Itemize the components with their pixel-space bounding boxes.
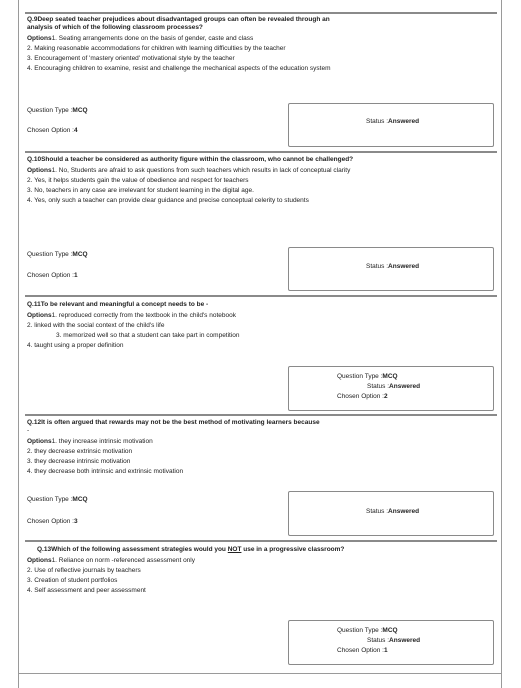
page-frame-left — [18, 0, 19, 688]
option-item: Options1. Reliance on norm -referenced assessment only — [27, 557, 195, 564]
option-item: Options1. reproduced correctly from the textbook in the child's notebook — [27, 312, 236, 319]
status-details — [337, 627, 420, 657]
question-type-line: Question Type :MCQ — [27, 107, 88, 114]
option-item: 4. they decrease both intrinsic and extrinsic motivation — [27, 468, 184, 475]
question-type-line: Question Type :MCQ — [27, 496, 88, 503]
chosen-option-line: Chosen Option :4 — [27, 127, 78, 134]
question-block-q9 — [25, 16, 497, 73]
question-text: Q.9Deep seated teacher prejudices about disadvantaged groups can often be revealed through an analysis of which of the following classroom processes? — [27, 16, 330, 31]
option-item: 2. they decrease extrinsic motivation — [27, 448, 133, 455]
question-block-q12 — [25, 419, 497, 476]
option-item: 4. Self assessment and peer assessment — [27, 587, 146, 594]
option-item: 2. Making reasonable accommodations for children with learning difficulties by the teacher — [27, 45, 286, 52]
question-type-line: Question Type :MCQ — [337, 373, 398, 380]
question-type-line: Question Type :MCQ — [27, 251, 88, 258]
question-block-q13 — [25, 546, 497, 595]
page-bottom-border — [18, 673, 502, 674]
question-separator — [25, 295, 497, 297]
chosen-option-line: Chosen Option :3 — [27, 518, 78, 525]
option-item: 4. taught using a proper definition — [27, 342, 124, 349]
chosen-option-line: Chosen Option :1 — [27, 272, 78, 279]
option-item: Options1. Seating arrangements done on the basis of gender, caste and class — [27, 35, 254, 42]
status-box — [288, 620, 494, 665]
status-line: Status :Answered — [367, 383, 421, 390]
status-line: Status :Answered — [367, 637, 421, 644]
option-item: 2. linked with the social context of the child's life — [27, 322, 165, 329]
status-line: Status :Answered — [366, 508, 420, 515]
question-separator — [25, 151, 497, 153]
question-separator — [25, 414, 497, 416]
status-box — [288, 247, 494, 291]
question-separator — [25, 540, 497, 542]
option-item: 3. memorized well so that a student can take part in competition — [56, 332, 240, 339]
option-item: Options1. they increase intrinsic motivation — [27, 438, 153, 445]
status-box — [288, 491, 494, 536]
page-frame-right — [501, 0, 502, 688]
option-item: 4. Yes, only such a teacher can provide clear guidance and precise conceptual celerity to students — [27, 197, 309, 204]
option-item: Options1. No, Students are afraid to ask questions from such teachers which results in lack of conceptual clarity — [27, 167, 351, 174]
option-item: 2. Yes, it helps students gain the value of obedience and respect for teachers — [27, 177, 249, 184]
chosen-option-line: Chosen Option :2 — [337, 393, 388, 400]
question-type-line: Question Type :MCQ — [337, 627, 398, 634]
question-text: Q.10Should a teacher be considered as authority figure within the classroom, who cannot be challenged? — [27, 156, 354, 163]
status-details — [337, 373, 420, 403]
option-item: 3. Creation of student portfolios — [27, 577, 118, 584]
question-text: Q.13Which of the following assessment strategies would you NOT use in a progressive classroom? — [37, 546, 345, 553]
question-block-q10 — [25, 156, 497, 205]
option-item: 3. Encouragement of 'mastery oriented' motivational style by the teacher — [27, 55, 235, 62]
option-item: 3. No, teachers in any case are irrelevant for student learning in the digital age. — [27, 187, 254, 194]
question-text-dash: - — [27, 427, 30, 434]
question-separator — [25, 12, 497, 14]
status-box — [288, 366, 494, 411]
question-text: Q.12It is often argued that rewards may not be the best method of motivating learners because — [27, 419, 320, 426]
status-box — [288, 103, 494, 147]
status-line: Status :Answered — [366, 118, 420, 125]
question-text: Q.11To be relevant and meaningful a concept needs to be - — [27, 301, 209, 308]
chosen-option-line: Chosen Option :1 — [337, 647, 388, 654]
option-item: 3. they decrease intrinsic motivation — [27, 458, 131, 465]
question-block-q11 — [25, 301, 497, 350]
option-item: 2. Use of reflective journals by teachers — [27, 567, 141, 574]
option-item: 4. Encouraging children to examine, resist and challenge the mechanical aspects of the education system — [27, 65, 331, 72]
status-line: Status :Answered — [366, 263, 420, 270]
